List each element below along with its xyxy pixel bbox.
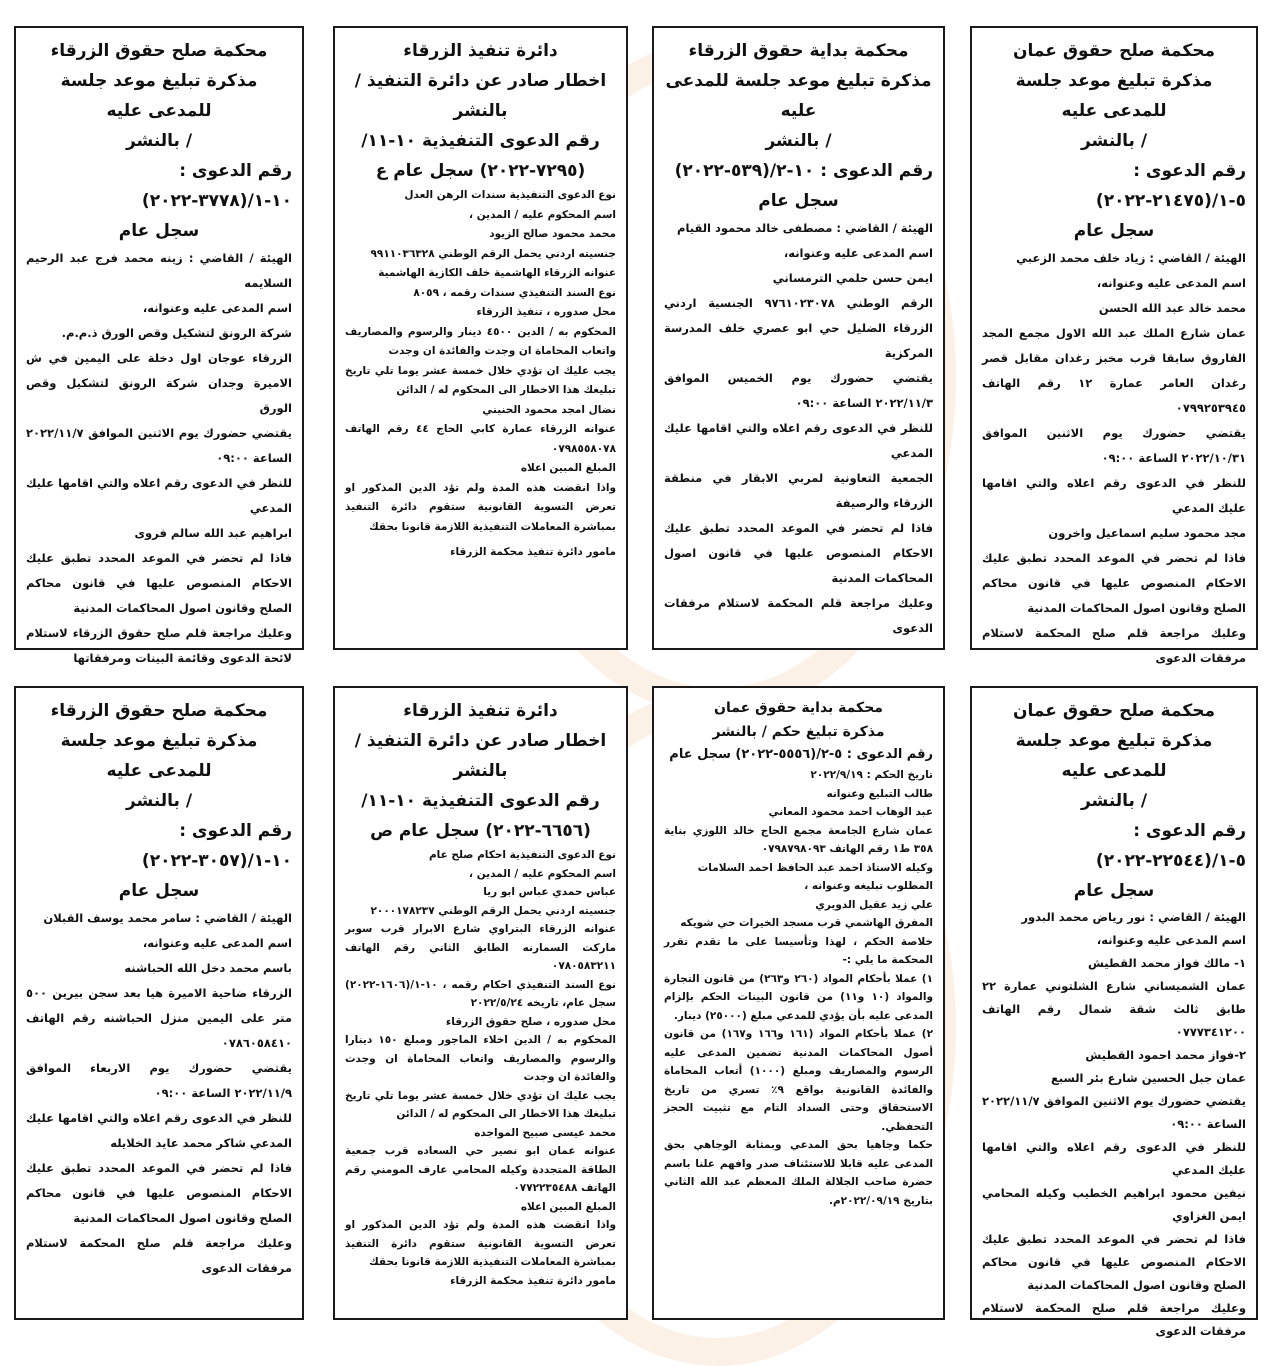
registry: سجل عام [1073, 881, 1155, 901]
defendant-name: محمد خالد عبد الله الحسن [1098, 301, 1246, 315]
judgment-amount: المحكوم به / الدين اخلاء الماجور ومبلغ ١٥٠ دينارا والرسوم والمصاريف واتعاب المحاماة ان وجدت والفائدة ان وجدت [345, 1034, 617, 1083]
payment-deadline: يجب عليك ان تؤدي خلال خمسة عشر يوما تلي تاريخ تبليغك هذا الاخطار الى المحكوم له / الدائن [345, 1089, 616, 1120]
defendant-label: اسم المدعى عليه وعنوانه، [783, 246, 933, 260]
defendant-label: اسم المدعى عليه وعنوانه، [1096, 933, 1246, 947]
notice-title: مذكرة تبليغ موعد جلسة للمدعى عليه [1015, 71, 1213, 121]
case-purpose: للنظر في الدعوى رقم اعلاه والتي اقامها عليك المدعي [664, 421, 933, 460]
notice-body [26, 246, 292, 671]
instruction: وعليك مراجعة قلم المحكمة لاستلام مرفقات الدعوى [664, 596, 933, 635]
execution-case-label: رقم الدعوى التنفيذية ١٠-١١/ [361, 131, 600, 151]
attorney: وكيله الاستاذ احمد عبد الحافظ احمد السلامات [697, 861, 933, 874]
notice-title: مذكرة تبليغ موعد جلسة للمدعى عليه [60, 731, 258, 781]
hearing-date: يقتضي حضورك يوم الاربعاء الموافق ٢٠٢٢/١١/٩ الساعة ٠٩:٠٠ [26, 1061, 292, 1100]
ruling-2: ٢) عملا بأحكام المواد (١٦١ و١٦٦ و١٦٧) من قانون أصول المحاكمات المدنية تضمين المدعى عليه الرسوم والمصاريف ومبلغ (١٠٠٠) أتعاب المحاماة والفائدة القانونية بواقع ٩٪ تسري من تاريخ الاستحقاق وحتى السداد التام مع تثبيت الحجز التحفظي. [664, 1028, 934, 1133]
creditor-address: عنوانه الزرقاء عمارة كابي الحاج ٤٤ رقم الهاتف ٠٧٩٨٥٥٨٠٧٨ [345, 423, 616, 455]
court-name: محكمة صلح حقوق عمان [1013, 701, 1215, 721]
respondent-address: المفرق الهاشمي قرب مسجد الخيرات حي شويكه [680, 917, 933, 929]
court-name: محكمة بداية حقوق عمان [714, 700, 883, 716]
judgment-summary: خلاصة الحكم ، لهذا وتأسيسا على ما تقدم تقرر المحكمة ما يلي :- [664, 935, 933, 966]
execution-type: نوع الدعوى التنفيذية سندات الرهن العدل [404, 189, 616, 201]
notice-body [982, 246, 1246, 671]
respondent-label: المطلوب تبليغه وعنوانه ، [804, 880, 933, 892]
defendant-address: الزرقاء ضاحية الاميرة هيا بعد سجن بيرين ٥٠٠ متر على اليمين منزل الحباشنه رقم الهاتف ٠٧٨٦٠٥٨٤١٠ [26, 986, 292, 1050]
respondent-name: علي زيد عقيل الدويري [815, 898, 933, 911]
debtor-name: محمد محمود صالح الزيود [489, 228, 616, 240]
notice-body [982, 906, 1246, 1343]
case-number: رقم الدعوى : ٥-١/(٢١٤٧٥-٢٠٢٢) [1095, 161, 1246, 211]
court-name: دائرة تنفيذ الزرقاء [403, 41, 558, 61]
debtor-nationality: جنسيته اردني يحمل الرقم الوطني ٢٠٠٠١٧٨٢٣٧ [370, 904, 616, 917]
defendant-address-1: عمان الشميساني شارع الشلتوني عمارة ٢٢ طابق ثالث شقة شمال رقم الهاتف ٠٧٧٧٣٤١٢٠٠ [982, 979, 1246, 1039]
judgment-date: تاريخ الحكم : ٢٠٢٢/٩/١٩ [810, 769, 933, 781]
notice-amman-first-instance-judgment [652, 686, 945, 1320]
notice-zarqa-execution-1 [333, 26, 628, 650]
court-name: محكمة بداية حقوق الزرقاء [688, 41, 909, 61]
instrument-type: نوع السند التنفيذي احكام رقمه ، ١٠-١/(١٦٠٦-٢٠٢٢) سجل عام، تاريخه ٢٠٢٢/٥/٢٤ [345, 978, 616, 1009]
notice-body [26, 906, 292, 1281]
debtor-label: اسم المحكوم عليه / المدين ، [469, 867, 616, 880]
judge-line: الهيئة / القاضي : مصطفى خالد محمود القيام [677, 221, 933, 235]
plaintiff-name: الجمعية التعاونية لمربي الابقار في منطقة الزرقاء والرصيفة [664, 471, 933, 510]
warning: فاذا لم تحضر في الموعد المحدد تطبق عليك الاحكام المنصوص عليها في قانون اصول المحاكمات المدنية [664, 521, 933, 585]
registry: سجل عام [758, 191, 839, 211]
judgment-amount: المحكوم به / الدين ٤٥٠٠ دينار والرسوم والمصاريف واتعاب المحاماة ان وجدت والفائدة ان وجدت [345, 325, 616, 357]
enforcement-warning: واذا انقضت هذه المدة ولم تؤد الدين المذكور او تعرض التسوية القانونية ستقوم دائرة التنفيذ بمباشرة المعاملات التنفيذية اللازمة قانونا بحقك [345, 1219, 616, 1268]
plaintiff-name: مجد محمود سليم اسماعيل واخرون [1048, 526, 1246, 540]
case-purpose: للنظر في الدعوى رقم اعلاه والتي اقامها عليك المدعي [982, 476, 1246, 515]
debtor-label: اسم المحكوم عليه / المدين ، [469, 208, 616, 221]
notice-body [345, 846, 616, 1290]
notice-zarqa-magistrate-1 [14, 26, 304, 665]
case-purpose: للنظر في الدعوى رقم اعلاه والتي اقامها عليك المدعي شاكر محمد عايد الخلايله [26, 1111, 292, 1150]
case-number: رقم الدعوى : ١٠-١/(٣٠٥٧-٢٠٢٢) [141, 821, 292, 871]
case-number: رقم الدعوى : ١٠-٢/(٥٣٩-٢٠٢٢) [674, 161, 933, 181]
debtor-address: عنوانه الزرقاء البتراوي شارع الابرار قرب سوبر ماركت السمارنه الطابق الثاني رقم الهاتف ٠٧٨٠٥٨٣٢١١ [345, 923, 616, 972]
notice-title: مذكرة تبليغ موعد جلسة للمدعى عليه [60, 71, 258, 121]
notice-body [664, 744, 933, 1210]
notice-amman-magistrate-1 [970, 26, 1258, 665]
defendant-address: عمان شارع الملك عبد الله الاول مجمع المجد الفاروق سابقا قرب مخبز رغدان مقابل قصر رغدان العامر عمارة ١٢ رقم الهاتف ٠٧٩٩٢٥٣٩٤٥ [982, 326, 1246, 415]
defendant-label: اسم المدعى عليه وعنوانه، [142, 936, 292, 950]
instruction: وعليك مراجعة قلم صلح المحكمة لاستلام مرفقات الدعوى [26, 1236, 292, 1275]
issue-place: محل صدوره ، تنفيذ الزرقاء [476, 306, 616, 318]
registry: سجل عام [1073, 221, 1155, 241]
notice-method: / بالنشر [125, 791, 193, 811]
instruction: وعليك مراجعة قلم صلح حقوق الزرقاء لاستلام لائحة الدعوى وقائمة البينات ومرفقاتها [26, 626, 292, 665]
hearing-date: يقتضي حضورك يوم الاثنين الموافق ٢٠٢٢/١١/٧ الساعة ٠٩:٠٠ [26, 426, 292, 465]
court-name: محكمة صلح حقوق عمان [1013, 41, 1215, 61]
court-name: محكمة صلح حقوق الزرقاء [50, 41, 268, 61]
notice-title: مذكرة تبليغ موعد جلسة للمدعى عليه [665, 71, 932, 121]
defendant-name: باسم محمد دخل الله الحباشنه [124, 961, 292, 975]
case-purpose: للنظر في الدعوى رقم اعلاه والتي اقامها عليك المدعي [982, 1140, 1246, 1177]
notice-body [664, 216, 933, 641]
defendant-label: اسم المدعى عليه وعنوانه، [1096, 276, 1246, 290]
amount-note: المبلغ المبين اعلاه [520, 462, 616, 474]
signature: مامور دائرة تنفيذ محكمة الزرقاء [450, 546, 616, 558]
notice-method: / بالنشر [125, 131, 193, 151]
hearing-date: يقتضي حضورك يوم الخميس الموافق ٢٠٢٢/١١/٣ الساعة ٠٩:٠٠ [664, 371, 933, 410]
creditor-name: نضال امجد محمود الحنيني [482, 403, 616, 416]
execution-type: نوع الدعوى التنفيذية احكام صلح عام [428, 849, 616, 861]
defendant-name-2: ٢-فواز محمد احمود القطيش [1085, 1048, 1246, 1062]
execution-case-label: رقم الدعوى التنفيذية ١٠-١١/ [361, 791, 600, 811]
defendant-name: ايمن حسن حلمي الترمساني [772, 271, 933, 285]
instruction: وعليك مراجعة قلم صلح المحكمة لاستلام مرفقات الدعوى [982, 1301, 1246, 1338]
warning: فاذا لم تحضر في الموعد المحدد تطبق عليك الاحكام المنصوص عليها في قانون محاكم الصلح وقانون اصول المحاكمات المدنية [982, 551, 1246, 615]
requester-label: طالب التبليغ وعنوانه [826, 787, 933, 800]
notice-title: اخطار صادر عن دائرة التنفيذ / بالنشر [354, 731, 607, 781]
payment-deadline: يجب عليك ان تؤدي خلال خمسة عشر يوما تلي تاريخ تبليغك هذا الاخطار الى المحكوم له / الدائن [345, 364, 616, 396]
requester-address: عمان شارع الجامعة مجمع الحاج خالد اللوزي بناية ٣٥٨ ط١ رقم الهاتف ٠٧٩٨٧٩٨٠٩٣ [664, 824, 933, 855]
ruling-closing: حكما وجاهيا بحق المدعي وبمثابة الوجاهي بحق المدعى عليه قابلا للاستئناف صدر وافهم علنا باسم حضرة صاحب الجلالة الملك المعظم عبد الله الثاني بتاريخ ٢٠٢٢/٠٩/١٩م. [664, 1139, 933, 1207]
registry: سجل عام [118, 881, 200, 901]
notice-method: / بالنشر [765, 131, 832, 151]
defendant-address-2: عمان جبل الحسين شارع بئر السبع [1050, 1071, 1246, 1085]
plaintiff-name: ابراهيم عبد الله سالم فروى [134, 526, 292, 540]
judge-line: الهيئة / القاضي : سامر محمد يوسف القبلان [43, 911, 292, 925]
instruction: وعليك مراجعة قلم صلح المحكمة لاستلام مرفقات الدعوى [982, 626, 1246, 665]
court-name: محكمة صلح حقوق الزرقاء [50, 701, 268, 721]
requester-name: عبد الوهاب احمد محمود المعاني [768, 806, 933, 818]
case-number: (٦٦٥٦-٢٠٢٢) سجل عام ص [370, 821, 591, 841]
case-purpose: للنظر في الدعوى رقم اعلاه والتي اقامها عليك المدعي [26, 476, 292, 515]
issue-place: محل صدوره ، صلح حقوق الزرقاء [445, 1015, 616, 1028]
case-number: رقم الدعوى : ١٠-١/(٣٧٧٨-٢٠٢٢) [141, 161, 292, 211]
court-name: دائرة تنفيذ الزرقاء [403, 701, 558, 721]
notice-method: / بالنشر [1080, 791, 1148, 811]
notice-title: مذكرة تبليغ موعد جلسة للمدعى عليه [1015, 731, 1213, 781]
notice-zarqa-magistrate-2 [14, 686, 304, 1320]
registry: سجل عام [118, 221, 200, 241]
case-number: (٧٢٩٥-٢٠٢٢) سجل عام ع [375, 161, 586, 181]
plaintiff-name: نيفين محمود ابراهيم الخطيب وكيله المحامي ايمن الغزاوي [982, 1186, 1246, 1223]
notice-amman-magistrate-2 [970, 686, 1258, 1338]
defendant-name: شركة الرونق لتشكيل وقص الورق ذ.م.م. [61, 326, 292, 340]
defendant-address: الرقم الوطني ٩٧٦١٠٢٣٠٧٨ الجنسية اردني الزرقاء الضليل حي ابو عصري خلف المدرسة المركزية [664, 296, 933, 360]
judge-line: الهيئة / القاضي : زينه محمد فرج عبد الرحيم السلايمه [26, 251, 292, 290]
defendant-label: اسم المدعى عليه وعنوانه، [142, 301, 292, 315]
amount-note: المبلغ المبين اعلاه [520, 1200, 616, 1213]
notice-method: / بالنشر [1080, 131, 1148, 151]
warning: فاذا لم تحضر في الموعد المحدد تطبق عليك الاحكام المنصوص عليها في قانون محاكم الصلح وقانون اصول المحاكمات المدنية [26, 551, 292, 615]
notice-title: اخطار صادر عن دائرة التنفيذ / بالنشر [354, 71, 607, 121]
signature: مامور دائرة تنفيذ محكمة الزرقاء [450, 1274, 616, 1287]
instrument-type: نوع السند التنفيذي سندات رقمه ، ٨٠٥٩ [413, 286, 616, 299]
creditor-name: محمد عيسى صبيح المواجده [474, 1126, 616, 1139]
judge-line: الهيئة / القاضي : نور رياض محمد البدور [1021, 910, 1246, 924]
defendant-name-1: ١- مالك فواز محمد القطيش [1087, 956, 1246, 970]
ruling-1: ١) عملا بأحكام المواد (٢٦٠ و٢٦٣) من قانون التجارة والمواد (١٠ و١١) من قانون البينات الحكم بإلزام المدعى عليه بأن يؤدي للمدعي مبلغ (٢٥٠٠٠) دينار. [664, 972, 933, 1022]
creditor-address: عنوانه عمان ابو نصير حي السعاده قرب جمعية الطاقة المتجددة وكيله المحامي عارف المومني رقم الهاتف ٠٧٧٢٢٣٥٤٨٨ [345, 1145, 616, 1194]
case-number: رقم الدعوى : ٥-٢/(٥٥٥٦-٢٠٢٢) سجل عام [669, 747, 933, 762]
hearing-date: يقتضي حضورك يوم الاثنين الموافق ٢٠٢٢/١٠/٣١ الساعة ٠٩:٠٠ [982, 426, 1246, 465]
notice-body [345, 186, 616, 563]
notice-zarqa-first-instance [652, 26, 945, 650]
judge-line: الهيئة / القاضي : زياد خلف محمد الزعبي [1016, 251, 1246, 265]
case-number: رقم الدعوى : ٥-١/(٢٢٥٤٤-٢٠٢٢) [1095, 821, 1246, 871]
hearing-date: يقتضي حضورك يوم الاثنين الموافق ٢٠٢٢/١١/٧ الساعة ٠٩:٠٠ [982, 1094, 1246, 1131]
debtor-nationality: جنسيته اردني يحمل الرقم الوطني ٩٩١١٠٣٦٣٢٨ [370, 247, 616, 260]
warning: فاذا لم تحضر في الموعد المحدد تطبق عليك الاحكام المنصوص عليها في قانون محاكم الصلح وقانون اصول المحاكمات المدنية [982, 1232, 1246, 1292]
warning: فاذا لم تحضر في الموعد المحدد تطبق عليك الاحكام المنصوص عليها في قانون محاكم الصلح وقانون اصول المحاكمات المدنية [26, 1161, 292, 1225]
notice-title: مذكرة تبليغ حكم / بالنشر [712, 724, 885, 740]
debtor-name: عباس حمدي عباس ابو ريا [483, 886, 616, 898]
defendant-address: الزرقاء عوجان اول دخلة على اليمين في ش الاميرة وجدان شركة الرونق لتشكيل وقص الورق [26, 351, 292, 415]
notice-zarqa-execution-2 [333, 686, 628, 1320]
enforcement-warning: واذا انقضت هذه المدة ولم تؤد الدين المذكور او تعرض التسوية القانونية ستقوم دائرة التنفيذ بمباشرة المعاملات التنفيذية اللازمة قانونا بحقك [345, 481, 616, 533]
debtor-address: عنوانه الزرقاء الهاشمية خلف الكازية الهاشمية [378, 267, 616, 279]
